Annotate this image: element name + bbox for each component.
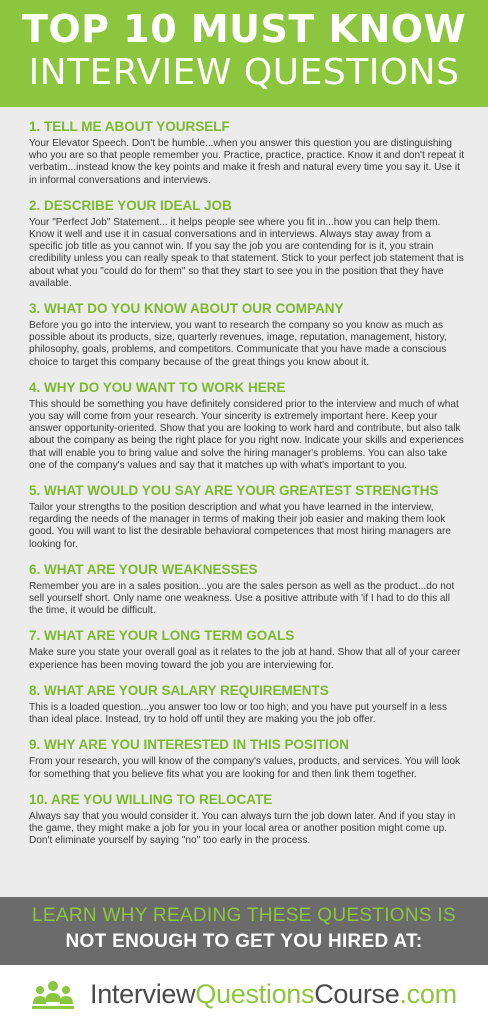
question-item [29, 792, 466, 848]
question-body: Always say that you would consider it. You can always turn the job down later. And if you stay in the game, they might make a job for you in your local area or another position might come up. Don't eliminate yourself by saying "no" too early in the process. [29, 810, 456, 847]
question-body: From your research, you will know of the company's values, products, and services. You will look for something that you believe fits what you are looking for and then link them together. [29, 756, 461, 780]
question-item [29, 737, 466, 780]
question-body: Before you go into the interview, you want to research the company so you know as much as possible about its products, size, quarterly revenues, image, reputation, management, history, philosophy, goals, problems, and competitors. Communicate that you have made a conscious choice to target this company because of the great things you know about it. [29, 320, 447, 368]
question-item [29, 198, 466, 290]
question-title: 1. TELL ME ABOUT YOURSELF [29, 119, 230, 134]
cta-band [0, 897, 488, 965]
question-item [29, 628, 466, 671]
question-title: 8. WHAT ARE YOUR SALARY REQUIREMENTS [29, 682, 329, 698]
question-body: This should be something you have definitely considered prior to the interview and much of what you say will come from your research. Your sincerity is extremely important here. Keep your answer opportunity-oriented. Show that you are looking to work hard and contribute, but also talk about the company as being the right place for you right now. Indicate your skills and experiences that will enable you to bring value and solve the hiring manager's problems. You can also take one of the company's values and say that it matches up with what's important to you. [29, 398, 464, 471]
question-body: Remember you are in a sales position...you are the sales person as well as the product...do not sell yourself short. Only name one weakness. Use a positive attribute with 'if I had to do this all the time, it would be difficult. [29, 580, 455, 617]
question-item [29, 562, 466, 618]
question-body: Tailor your strengths to the position description and what you have learned in the interview, regarding the needs of the manager in terms of making their job easier and making them look good. You will want to list the desirable behavioral competences that most hiring managers are looking for. [29, 502, 451, 550]
header-banner [0, 0, 488, 107]
footer [0, 965, 488, 1024]
question-item [29, 380, 466, 472]
question-item [29, 683, 466, 726]
question-body: This is a loaded question...you answer too low or too high; and you have put yourself in a less than ideal place. Instead, try to hold off until they are making you the job offer. [29, 701, 448, 726]
question-body: Make sure you state your overall goal as it relates to the job at hand. Show that all of your career experience has been moving toward the job you are interviewing for. [29, 647, 461, 671]
domain-part-3: Course [314, 979, 400, 1009]
question-title: 2. DESCRIBE YOUR IDEAL JOB [29, 197, 232, 213]
cta-line-1: LEARN WHY READING THESE QUESTIONS IS [32, 905, 456, 926]
question-title: 7. WHAT ARE YOUR LONG TERM GOALS [29, 628, 295, 644]
domain-part-4: .com [399, 979, 457, 1009]
title-line-2: INTERVIEW QUESTIONS [28, 52, 460, 93]
question-title: 6. WHAT ARE YOUR WEAKNESSES [29, 561, 258, 577]
question-title: 10. ARE YOU WILLING TO RELOCATE [29, 791, 273, 807]
question-title: 9. WHY ARE YOU INTERESTED IN THIS POSITION [29, 737, 350, 753]
question-title: 5. WHAT WOULD YOU SAY ARE YOUR GREATEST STRENGTHS [29, 483, 439, 499]
title-line-1: TOP 10 MUST KNOW [21, 7, 467, 51]
question-item [29, 483, 466, 551]
question-item [29, 119, 466, 187]
question-title: 3. WHAT DO YOU KNOW ABOUT OUR COMPANY [29, 301, 344, 317]
cta-line-2: NOT ENOUGH TO GET YOU HIRED AT: [65, 931, 423, 952]
question-item [29, 301, 466, 369]
questions-list [0, 107, 488, 897]
site-domain-link[interactable] [90, 979, 457, 1010]
domain-part-2: Questions [195, 979, 315, 1009]
question-body: Your "Perfect Job" Statement... it helps people see where you fit in...how you can help them. Know it well and use it in casual conversations and in interviews. Always stay away from a specific job title as you cannot win. If you say the job you are contending for is it, you strain credibility unless you can really speak to that statement. Stick to your perfect job statement that is about what you "could do for them" so that they start to see you in the position that they have available. [29, 216, 464, 289]
domain-part-1: Interview [90, 979, 196, 1009]
question-body: Your Elevator Speech. Don't be humble...when you answer this question you are distinguishing who you are so that people remember you. Practice, practice, practice. Know it and don't repeat it verbatim...instead know the key points and make it fresh and natural every time you say it. Use it in informal conversations and interviews. [29, 138, 465, 186]
people-group-icon [30, 978, 76, 1012]
question-title: 4. WHY DO YOU WANT TO WORK HERE [29, 379, 286, 395]
